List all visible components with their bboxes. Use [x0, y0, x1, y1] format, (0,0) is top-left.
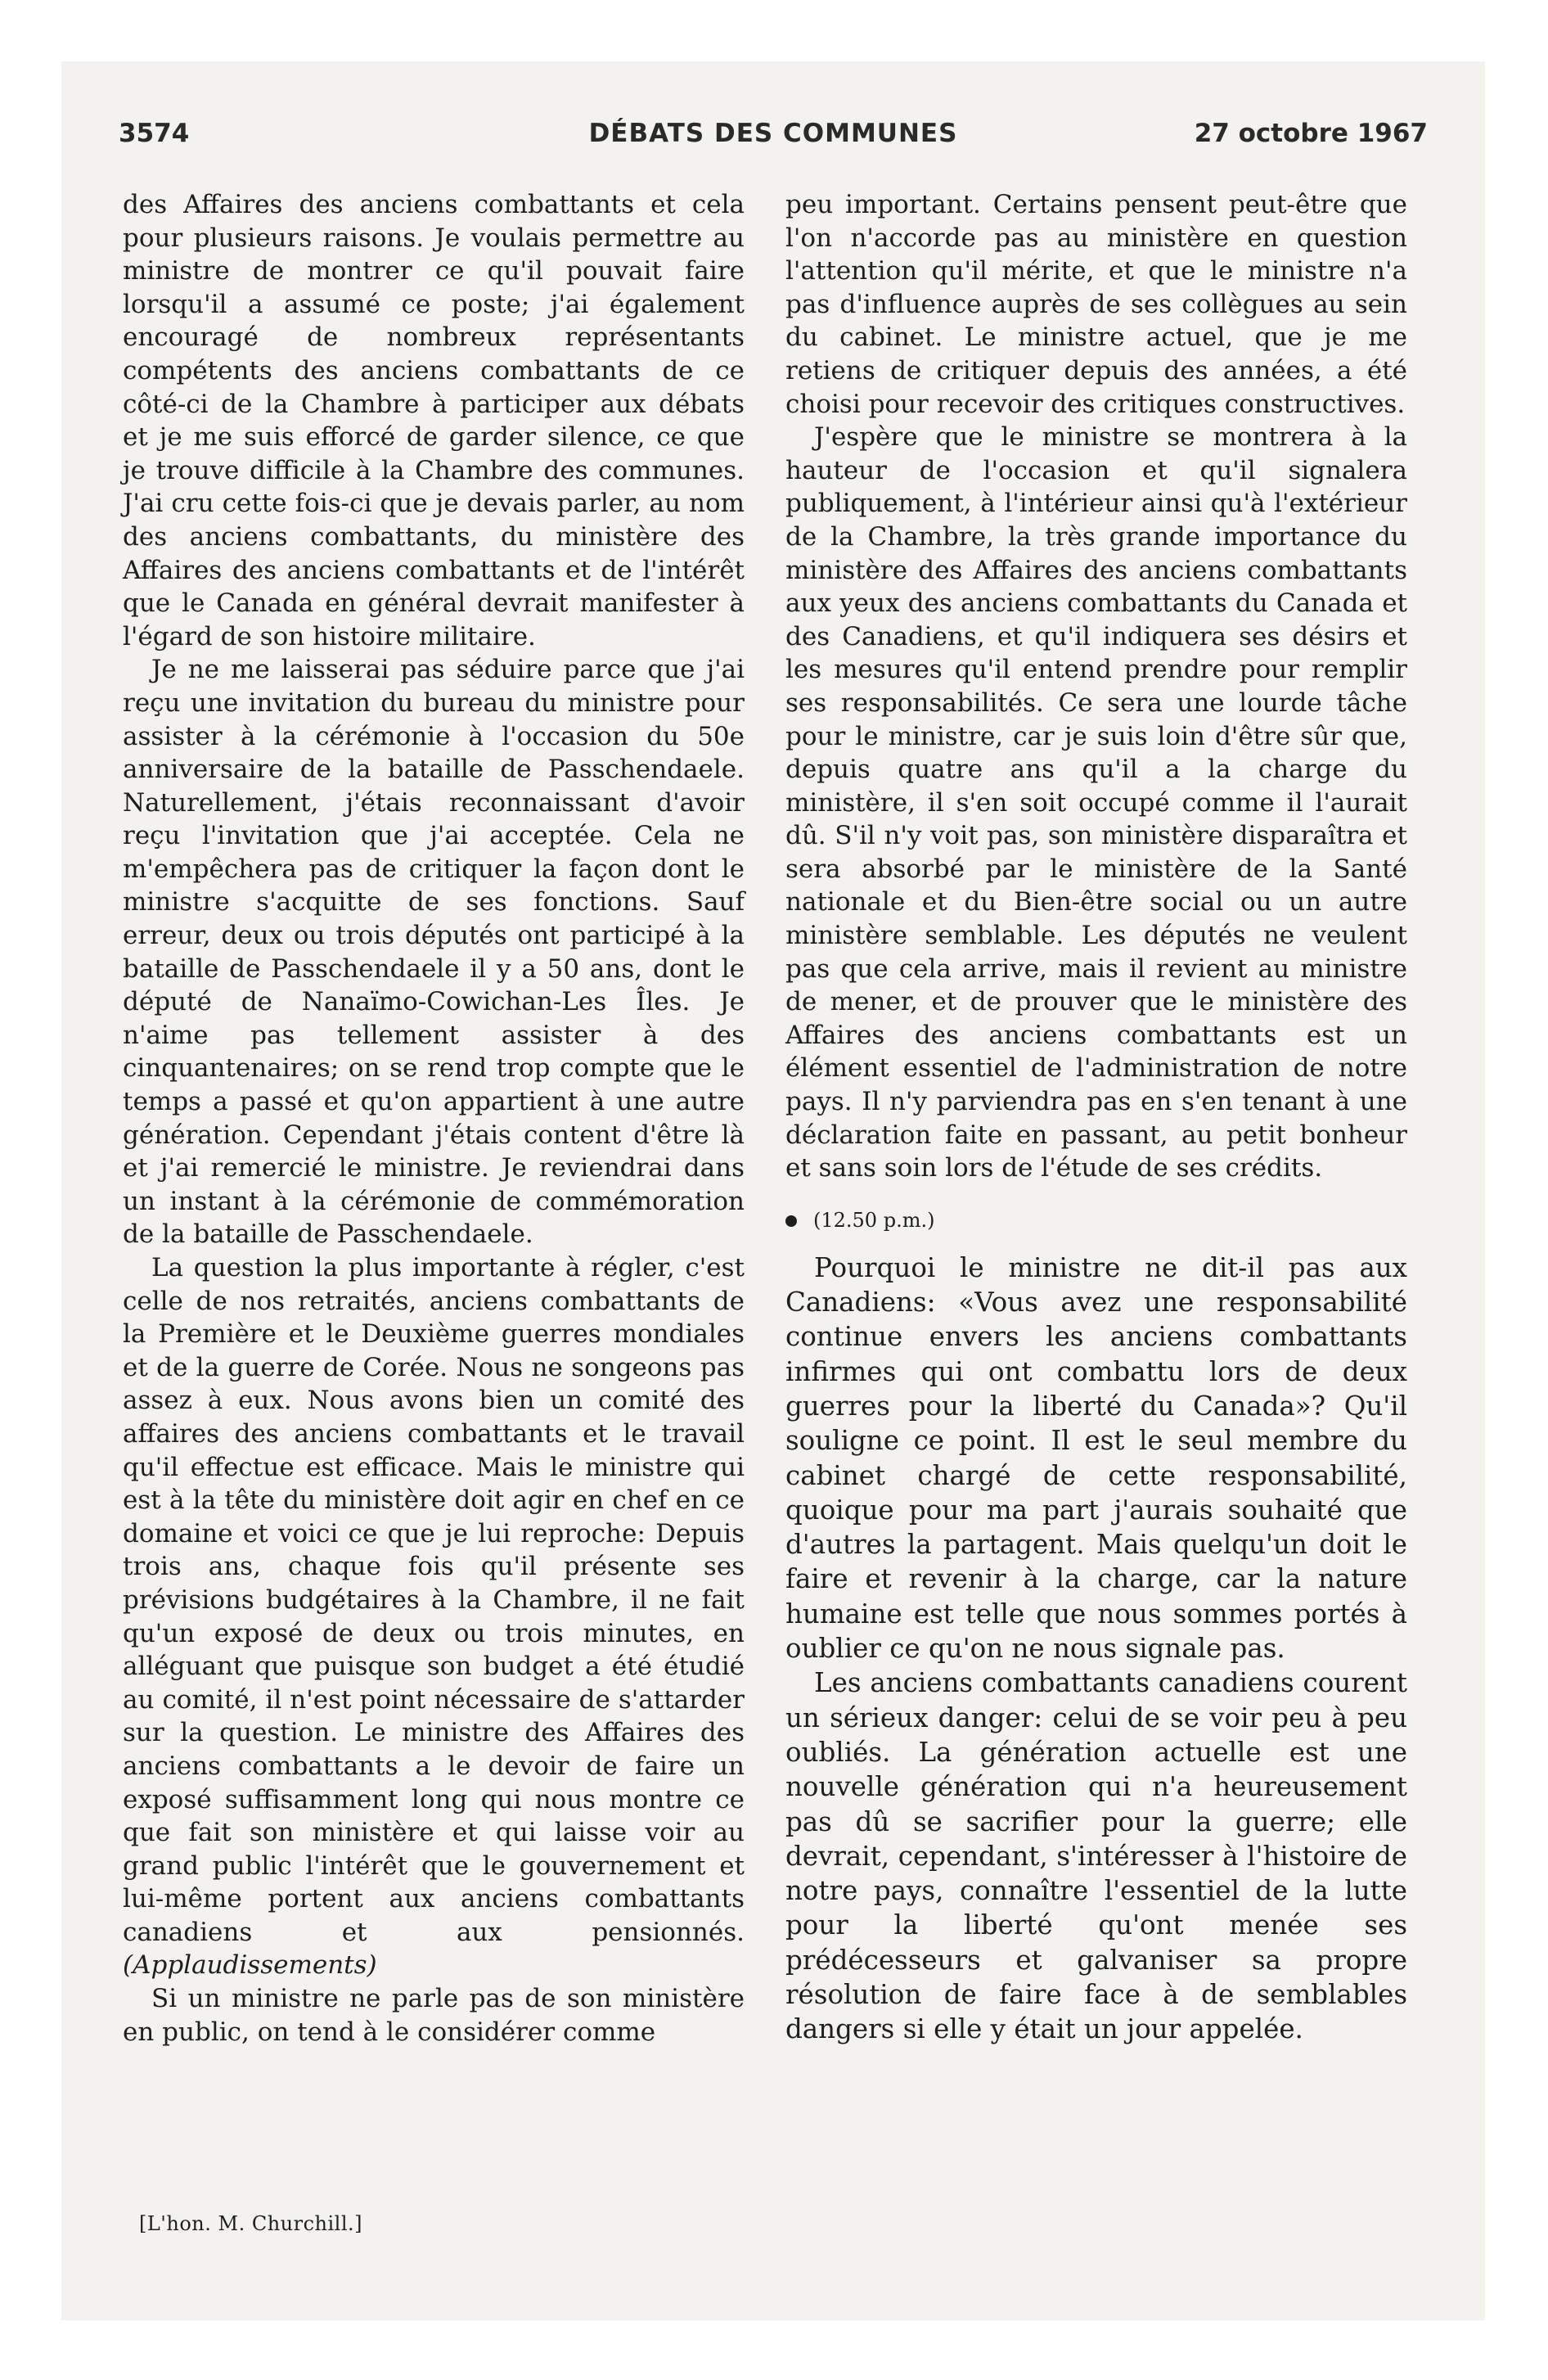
right-paragraph-4: Les anciens combattants canadiens courent un sérieux danger: celui de se voir peu à peu oubliés. La génération actuelle est une nouvelle génération qui n'a heureusement pas dû se sacrifier pour la guerre; elle devrait, cependant, s'intéresser à l'histoire de notre pays, connaître l'essentiel de la lutte pour la liberté qu'ont menée ses prédécesseurs et galvaniser sa propre résolution de faire face à de semblables dangers si elle y était un jour appelée.	[785, 1667, 1407, 2045]
speaker-attribution: [L'hon. M. Churchill.]	[139, 2212, 363, 2235]
left-paragraph-3-text: La question la plus importante à régler, c'est celle de nos retraités, anciens combattants de la Première et le Deuxième guerres mondiales et de la guerre de Corée. Nous ne songeons pas assez à eux. Nous avons bien un comité des affaires des anciens combattants et le travail qu'il effectue est efficace. Mais le ministre qui est à la tête du ministère doit agir en chef en ce domaine et voici ce que je lui reproche: Depuis trois ans, chaque fois qu'il présente ses prévisions budgétaires à la Chambre, il ne fait qu'un exposé de deux ou trois minutes, en alléguant que puisque son budget a été étudié au comité, il n'est point nécessaire de s'attarder sur la question. Le ministre des Affaires des anciens combattants a le devoir de faire un exposé suffisamment long qui nous montre ce que fait son ministère et qui laisse voir au grand public l'intérêt que le gouvernement et lui-même portent aux anciens combattants canadiens et aux pensionnés.	[123, 1253, 745, 1947]
page-header	[119, 119, 1428, 160]
page-date: 27 octobre 1967	[1194, 119, 1428, 148]
page-title: DÉBATS DES COMMUNES	[588, 119, 958, 148]
page-sheet	[61, 61, 1485, 2320]
time-marker	[785, 1208, 1407, 1233]
left-paragraph-2: Je ne me laisserai pas séduire parce que j'ai reçu une invitation du bureau du ministre pour assister à la cérémonie à l'occasion du 50e anniversaire de la bataille de Passchendaele. Naturellement, j'étais reconnaissant d'avoir reçu l'invitation que j'ai acceptée. Cela ne m'empêchera pas de critiquer la façon dont le ministre s'acquitte de ses fonctions. Sauf erreur, deux ou trois députés ont participé à la bataille de Passchendaele il y a 50 ans, dont le député de Nanaïmo-Cowichan-Les Îles. Je n'aime pas tellement assister à des cinquantenaires; on se rend trop compte que le temps a passé et qu'on appartient à une autre génération. Cependant j'étais content d'être là et j'ai remercié le ministre. Je reviendrai dans un instant à la cérémonie de commémoration de la bataille de Passchendaele.	[123, 655, 745, 1250]
left-paragraph-3	[123, 1251, 745, 1982]
right-paragraph-3: Pourquoi le ministre ne dit-il pas aux Canadiens: «Vous avez une responsabilité continue envers les anciens combattants infirmes qui ont combattu lors de deux guerres pour la liberté du Canada»? Qu'il souligne ce point. Il est le seul membre du cabinet chargé de cette responsabilité, quoique pour ma part j'aurais souhaité que d'autres la partagent. Mais quelqu'un doit le faire et revenir à la charge, car la nature humaine est telle que nous sommes portés à oublier ce qu'on ne nous signale pas.	[785, 1251, 1407, 1665]
applause-note: (Applaudissements)	[123, 1950, 377, 1981]
time-marker-text: (12.50 p.m.)	[813, 1208, 935, 1232]
left-paragraph-1: des Affaires des anciens combattants et cela pour plusieurs raisons. Je voulais permettre au ministre de montrer ce qu'il pouvait faire lorsqu'il a assumé ce poste; j'ai également encouragé de nombreux représentants compétents des anciens combattants de ce côté-ci de la Chambre à participer aux débats et je me suis efforcé de garder silence, ce que je trouve difficile à la Chambre des communes. J'ai cru cette fois-ci que je devais parler, au nom des anciens combattants, du ministère des Affaires des anciens combattants et de l'intérêt que le Canada en général devrait manifester à l'égard de son histoire militaire.	[123, 190, 745, 651]
left-paragraph-4: Si un ministre ne parle pas de son ministère en public, on tend à le considérer comme	[123, 1984, 745, 2047]
right-paragraph-1: peu important. Certains pensent peut-être que l'on n'accorde pas au ministère en question l'attention qu'il mérite, et que le ministre n'a pas d'influence auprès de ses collègues au sein du cabinet. Le ministre actuel, que je me retiens de critiquer depuis des années, a été choisi pour recevoir des critiques constructives.	[785, 190, 1407, 419]
right-paragraph-2: J'espère que le ministre se montrera à la hauteur de l'occasion et qu'il signalera publiquement, à l'intérieur ainsi qu'à l'extérieur de la Chambre, la très grande importance du ministère des Affaires des anciens combattants aux yeux des anciens combattants du Canada et des Canadiens, et qu'il indiquera ses désirs et les mesures qu'il entend prendre pour remplir ses responsabilités. Ce sera une lourde tâche pour le ministre, car je suis loin d'être sûr que, depuis quatre ans qu'il a la charge du ministère, il s'en soit occupé comme il l'aurait dû. S'il n'y voit pas, son ministère disparaîtra et sera absorbé par le ministère de la Santé nationale et du Bien-être social ou un autre ministère semblable. Les députés ne veulent pas que cela arrive, mais il revient au ministre de mener, et de prouver que le ministère des Affaires des anciens combattants est un élément essentiel de l'administration de notre pays. Il n'y parviendra pas en s'en tenant à une déclaration faite en passant, au petit bonheur et sans soin lors de l'étude de ses crédits.	[785, 422, 1407, 1183]
page-number: 3574	[119, 119, 190, 148]
bullet-icon	[785, 1215, 797, 1227]
left-column	[123, 188, 745, 2049]
right-column	[785, 188, 1407, 2047]
